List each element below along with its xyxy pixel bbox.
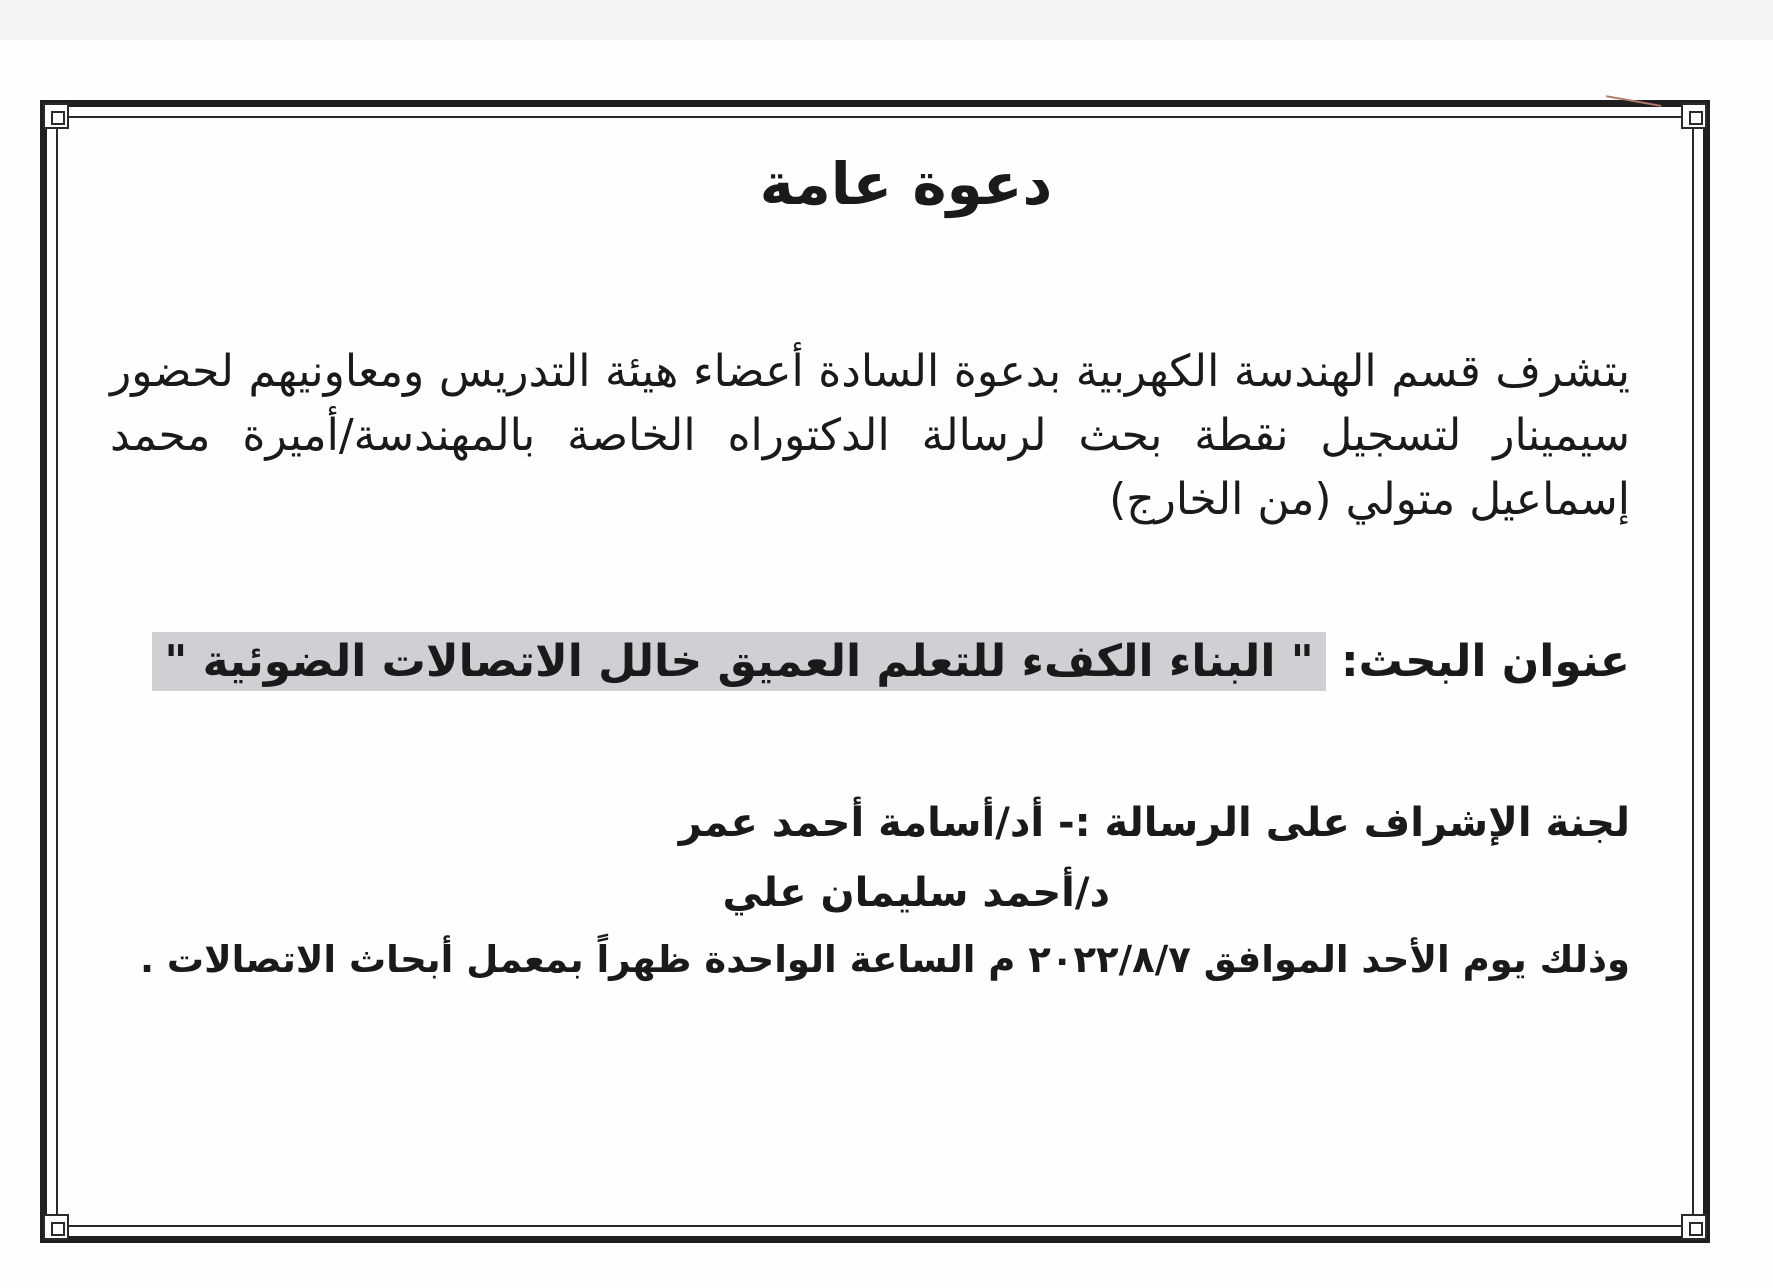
research-label: عنوان البحث: bbox=[1340, 636, 1630, 687]
invitation-paragraph: يتشرف قسم الهندسة الكهربية بدعوة السادة أعضاء هيئة التدريس ومعاونيهم لحضور سيمينار لتسجيل نقطة بحث لرسالة الدكتوراه الخاصة بالمهندسة/أميرة محمد إسماعيل متولي (من الخارج) bbox=[110, 346, 1630, 525]
corner-ornament-top-right bbox=[1681, 103, 1707, 129]
committee-label: لجنة الإشراف على الرسالة :- bbox=[1058, 800, 1630, 846]
corner-ornament-top-left bbox=[43, 103, 69, 129]
supervisor-1: أد/أسامة أحمد عمر bbox=[678, 800, 1045, 846]
corner-ornament-bottom-right bbox=[1681, 1214, 1707, 1240]
date-time-location: وذلك يوم الأحد الموافق ٢٠٢٢/٨/٧ م الساعة الواحدة ظهراً بمعمل أبحاث الاتصالات . bbox=[139, 938, 1630, 981]
supervision-committee bbox=[110, 790, 1630, 856]
research-title-line bbox=[110, 630, 1630, 694]
supervisor-2: د/أحمد سليمان علي bbox=[722, 870, 1110, 916]
corner-ornament-bottom-left bbox=[43, 1214, 69, 1240]
research-title: " البناء الكفء للتعلم العميق خالل الاتصالات الضوئية " bbox=[152, 632, 1325, 691]
invitation-title: دعوة عامة bbox=[759, 150, 1053, 218]
